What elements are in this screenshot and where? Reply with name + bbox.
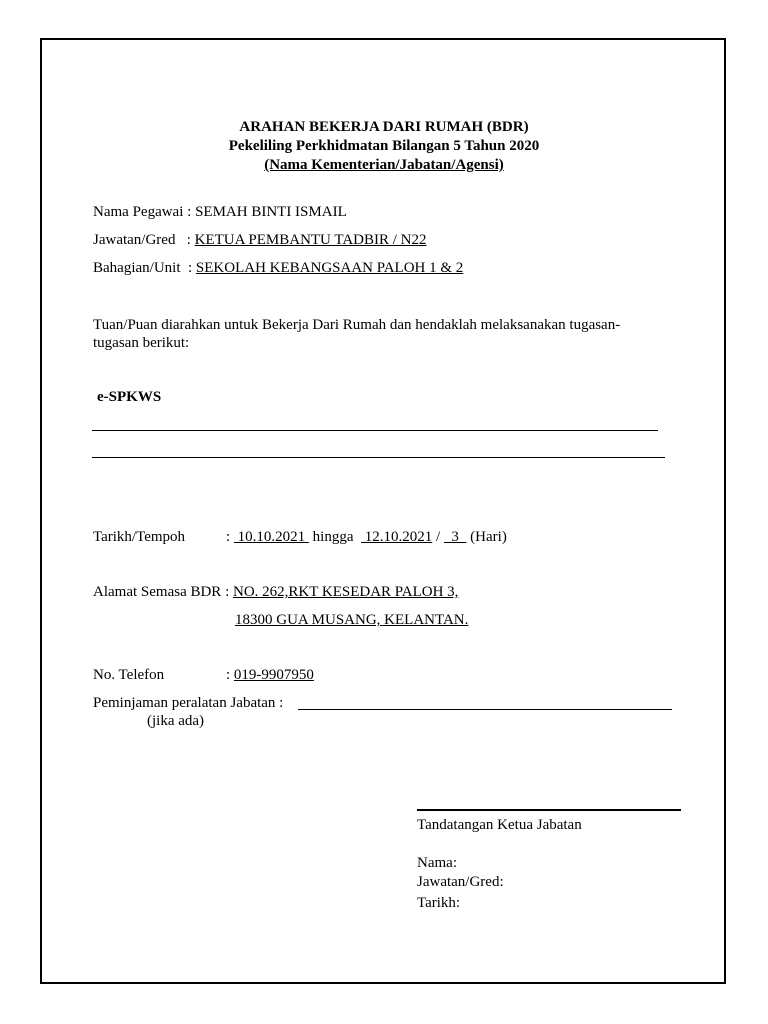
employee-unit-value: SEKOLAH KEBANGSAAN PALOH 1 & 2 [195, 260, 464, 276]
signature-grade-label: Jawatan/Gred: [417, 874, 504, 890]
equipment-note: (jika ada) [147, 713, 205, 729]
period-hingga: hingga [308, 529, 361, 545]
phone-label: No. Telefon [93, 667, 165, 683]
employee-name-row [93, 203, 347, 221]
agency-placeholder: (Nama Kementerian/Jabatan/Agensi) [264, 157, 504, 173]
equipment-label: Peminjaman peralatan Jabatan : [93, 695, 284, 711]
address-row-1 [93, 583, 458, 601]
instruction-line-1: Tuan/Puan diarahkan untuk Bekerja Dari Rumah dan hendaklah melaksanakan tugasan- [93, 317, 621, 333]
instruction-line-2: tugasan berikut: [93, 335, 190, 351]
task-blank-line [92, 457, 665, 458]
period-label: Tarikh/Tempoh [93, 529, 186, 545]
period-value-row [226, 528, 507, 546]
document-subtitle: Pekeliling Perkhidmatan Bilangan 5 Tahun 2020 [228, 138, 540, 154]
signature-line [417, 809, 681, 811]
phone-colon: : [226, 667, 234, 683]
signature-name-label: Nama: [417, 855, 457, 871]
address-label: Alamat Semasa BDR : [93, 584, 233, 600]
period-unit: (Hari) [466, 529, 507, 545]
equipment-blank-line [298, 709, 672, 710]
signature-date-label: Tarikh: [417, 895, 461, 911]
period-start-date: 10.10.2021 [233, 529, 309, 545]
period-days: 3 [443, 529, 467, 545]
employee-unit-label: Bahagian/Unit : [93, 260, 196, 276]
task-item: e-SPKWS [97, 389, 162, 405]
phone-value: 019-9907950 [233, 667, 314, 683]
address-line-1: NO. 262,RKT KESEDAR PALOH 3, [232, 584, 459, 600]
employee-name-label: Nama Pegawai : [93, 204, 196, 220]
employee-name-value: SEMAH BINTI ISMAIL [195, 204, 347, 220]
period-colon: : [226, 529, 231, 545]
employee-unit-row [93, 259, 463, 277]
document-border [40, 38, 726, 984]
employee-grade-value: KETUA PEMBANTU TADBIR / N22 [194, 232, 427, 248]
phone-row [226, 666, 314, 684]
employee-grade-label: Jawatan/Gred : [93, 232, 195, 248]
period-end-date: 12.10.2021 [361, 529, 433, 545]
employee-grade-row [93, 231, 427, 249]
task-blank-line [92, 430, 658, 431]
period-slash: / [432, 529, 444, 545]
document-title: ARAHAN BEKERJA DARI RUMAH (BDR) [239, 119, 529, 135]
signature-caption: Tandatangan Ketua Jabatan [417, 817, 582, 833]
address-line-2: 18300 GUA MUSANG, KELANTAN. [235, 612, 469, 628]
